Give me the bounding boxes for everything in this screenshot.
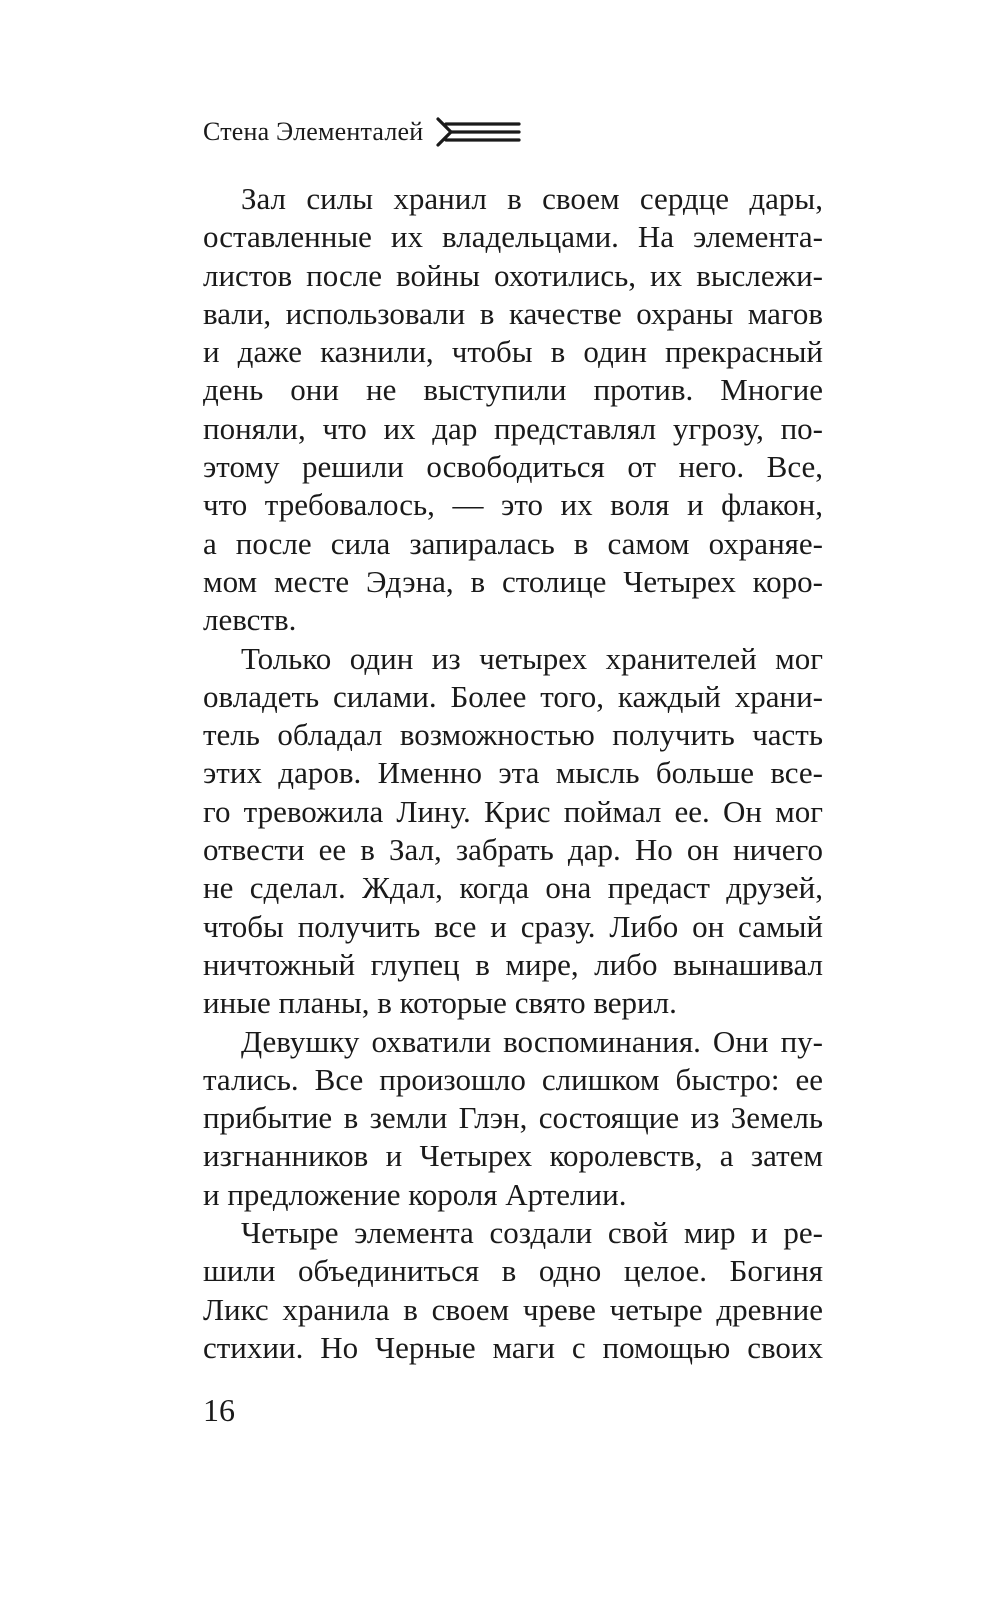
text-line: стихии. Но Черные маги с помощью своих bbox=[203, 1329, 823, 1365]
text-line: отвести ее в Зал, забрать дар. Но он ничего bbox=[203, 832, 823, 868]
text-line: и предложение короля Артелии. bbox=[203, 1176, 627, 1212]
text-line: Ликс хранила в своем чреве четыре древние bbox=[203, 1291, 823, 1327]
text-line: поняли, что их дар представлял угрозу, по- bbox=[203, 410, 823, 446]
text-line: тались. Все произошло слишком быстро: ее bbox=[203, 1061, 823, 1097]
paragraph-1 bbox=[203, 180, 823, 640]
page-number: 16 bbox=[203, 1392, 235, 1428]
text-line: прибытие в земли Глэн, состоящие из Земель bbox=[203, 1100, 823, 1136]
body-text bbox=[203, 180, 823, 1367]
text-line: шили объединиться в одно целое. Богиня bbox=[203, 1253, 823, 1289]
text-line: иные планы, в которые свято верил. bbox=[203, 985, 677, 1021]
text-line: этих даров. Именно эта мысль больше все- bbox=[203, 755, 823, 791]
text-line: оставленные их владельцами. На элемента- bbox=[203, 219, 823, 255]
text-line: Зал силы хранил в своем сердце дары, bbox=[241, 181, 823, 216]
paragraph-3 bbox=[203, 1023, 823, 1214]
text-line: левств. bbox=[203, 602, 297, 638]
text-line: этому решили освободиться от него. Все, bbox=[203, 449, 823, 485]
running-head bbox=[203, 112, 523, 152]
text-line: день они не выступили против. Многие bbox=[203, 372, 823, 408]
text-line: и даже казнили, чтобы в один прекрасный bbox=[203, 334, 823, 370]
paragraph-4 bbox=[203, 1214, 823, 1367]
text-line: изгнанников и Четырех королевств, а затем bbox=[203, 1138, 823, 1174]
text-line: а после сила запиралась в самом охраняе- bbox=[203, 525, 823, 561]
text-line: листов после войны охотились, их выслежи- bbox=[203, 257, 823, 293]
triple-line-arrow-icon bbox=[435, 112, 523, 152]
text-line: не сделал. Ждал, когда она предаст друзей, bbox=[203, 870, 823, 906]
paragraph-2 bbox=[203, 640, 823, 1023]
text-line: овладеть силами. Более того, каждый храни- bbox=[203, 678, 823, 714]
text-line: Девушку охватили воспоминания. Они пу- bbox=[241, 1023, 823, 1059]
text-line: го тревожила Лину. Крис поймал ее. Он мог bbox=[203, 793, 823, 829]
text-line: чтобы получить все и сразу. Либо он самый bbox=[203, 908, 823, 944]
text-line: что требовалось, — это их воля и флакон, bbox=[203, 487, 823, 523]
text-line: тель обладал возможностью получить часть bbox=[203, 717, 823, 753]
text-line: Четыре элемента создали свой мир и ре- bbox=[241, 1215, 823, 1251]
text-line: Только один из четырех хранителей мог bbox=[241, 640, 823, 676]
text-line: мом месте Эдэна, в столице Четырех коро- bbox=[203, 563, 823, 599]
text-line: вали, использовали в качестве охраны магов bbox=[203, 295, 823, 331]
running-title: Стена Элементалей bbox=[203, 117, 424, 146]
text-line: ничтожный глупец в мире, либо вынашивал bbox=[203, 946, 823, 982]
